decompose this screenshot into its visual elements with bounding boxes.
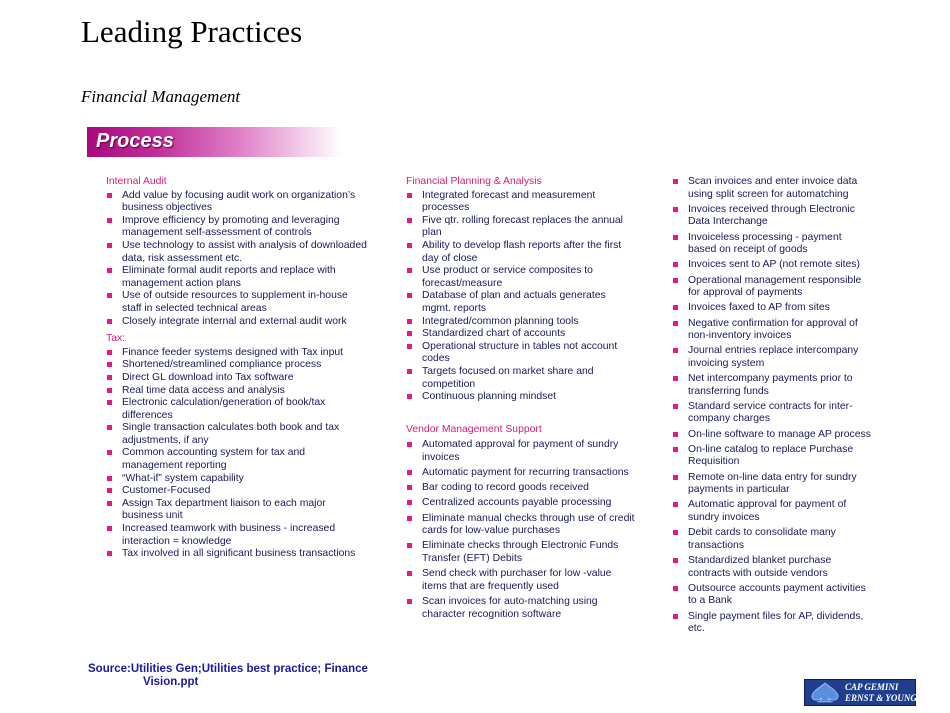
list-item-text: Database of plan and actuals generates mgmt. reports [422, 290, 606, 314]
list-item-text: Invoices sent to AP (not remote sites) [688, 259, 860, 271]
list-item-text: On-line catalog to replace Purchase Requisition [688, 443, 854, 468]
bullet-icon [407, 331, 412, 336]
list-item [406, 366, 636, 391]
bullet-icon [673, 179, 678, 184]
list-item [406, 596, 636, 621]
tax-list [106, 347, 368, 561]
bullet-icon [407, 571, 412, 576]
tax-heading: Tax: [106, 333, 126, 345]
bullet-icon [107, 293, 112, 298]
process-banner-label: Process [96, 130, 174, 152]
list-item-text: Single payment files for AP, dividends, etc. [688, 610, 864, 635]
logo-line-1: CAP GEMINI [845, 682, 899, 692]
list-item [672, 259, 872, 272]
list-item-text: Outsource accounts payment activities to a Bank [688, 582, 866, 607]
process-banner [87, 127, 342, 157]
list-item-text: Automatic payment for recurring transactions [422, 467, 629, 479]
list-item [106, 473, 368, 486]
bullet-icon [407, 218, 412, 223]
list-item [106, 240, 368, 265]
list-item-text: Eliminate checks through Electronic Funds Transfer (EFT) Debits [422, 540, 619, 564]
bullet-icon [407, 516, 412, 521]
column-accounts-payable [672, 176, 872, 638]
bullet-icon [407, 293, 412, 298]
bullet-icon [107, 362, 112, 367]
bullet-icon [673, 348, 678, 353]
company-logo [804, 679, 916, 706]
bullet-icon [107, 488, 112, 493]
list-item-text: Closely integrate internal and external audit work [122, 315, 347, 327]
bullet-icon [107, 375, 112, 380]
list-item [406, 467, 636, 480]
bullet-icon [673, 235, 678, 240]
ap-list [672, 176, 872, 636]
bullet-icon [673, 475, 678, 480]
list-item [106, 290, 368, 315]
bullet-icon [107, 526, 112, 531]
bullet-icon [107, 501, 112, 506]
bullet-icon [107, 388, 112, 393]
bullet-icon [407, 442, 412, 447]
list-item-text: Integrated/common planning tools [422, 315, 579, 327]
list-item [672, 345, 872, 370]
bullet-icon [407, 485, 412, 490]
list-item-text: Bar coding to record goods received [422, 482, 589, 494]
bullet-icon [673, 432, 678, 437]
list-item [106, 422, 368, 447]
bullet-icon [107, 193, 112, 198]
list-item-text: Real time data access and analysis [122, 384, 285, 396]
bullet-icon [407, 268, 412, 273]
list-item [406, 190, 636, 215]
source-note [88, 663, 368, 689]
column-audit-tax [106, 176, 368, 561]
list-item [672, 472, 872, 497]
bullet-icon [107, 551, 112, 556]
bullet-icon [407, 394, 412, 399]
bullet-icon [107, 425, 112, 430]
list-item-text: Automated approval for payment of sundry invoices [422, 439, 619, 463]
bullet-icon [407, 243, 412, 248]
bullet-icon [107, 243, 112, 248]
bullet-icon [673, 502, 678, 507]
list-item [106, 385, 368, 398]
list-item-text: Eliminate formal audit reports and replace with management action plans [122, 265, 336, 289]
list-item-text: Electronic calculation/generation of book/tax differences [122, 397, 326, 421]
list-item-text: Debit cards to consolidate many transactions [688, 527, 836, 551]
list-item [406, 341, 636, 366]
list-item-text: Scan invoices and enter invoice data using split screen for automatching [688, 176, 858, 200]
list-item-text: Use product or service composites to forecast/measure [422, 265, 593, 289]
fpa-list [406, 190, 636, 404]
list-item-text: Single transaction calculates both book and tax adjustments, if any [122, 422, 340, 446]
list-item-text: Shortened/streamlined compliance process [122, 359, 322, 371]
fpa-heading: Financial Planning & Analysis [406, 176, 542, 187]
list-item [406, 240, 636, 265]
list-item-text: Eliminate manual checks through use of credit cards for low-value purchases [422, 512, 635, 537]
bullet-icon [107, 450, 112, 455]
list-item [106, 397, 368, 422]
bullet-icon [673, 262, 678, 267]
list-item-text: Ability to develop flash reports after the first day of close [422, 239, 622, 264]
list-item [672, 444, 872, 469]
list-item [106, 265, 368, 290]
list-item-text: Journal entries replace intercompany invoicing system [688, 345, 859, 369]
bullet-icon [673, 207, 678, 212]
list-item [672, 302, 872, 315]
logo-line-2: ERNST & YOUNG [845, 692, 917, 703]
internal-audit-list [106, 190, 368, 329]
list-item [672, 499, 872, 524]
list-item [406, 540, 636, 565]
list-item-text: “What-if” system capability [122, 472, 244, 484]
list-item-text: Customer-Focused [122, 485, 211, 497]
list-item [106, 347, 368, 360]
bullet-icon [407, 344, 412, 349]
source-line-1: Source:Utilities Gen;Utilities best practice; Finance [88, 663, 368, 675]
bullet-icon [107, 218, 112, 223]
bullet-icon [673, 447, 678, 452]
list-item [406, 497, 636, 510]
list-item-text: Improve efficiency by promoting and leveraging management self-assessment of controls [122, 214, 340, 239]
list-item [106, 498, 368, 523]
list-item-text: Standardized chart of accounts [422, 328, 566, 340]
list-item [406, 439, 636, 464]
list-item-text: Use technology to assist with analysis of downloaded data, risk assessment etc. [122, 239, 367, 264]
column-planning-vendor [406, 176, 636, 624]
list-item [406, 391, 636, 404]
list-item-text: Standard service contracts for inter-company charges [688, 400, 853, 425]
list-item [672, 527, 872, 552]
bullet-icon [107, 400, 112, 405]
list-item [106, 215, 368, 240]
bullet-icon [107, 268, 112, 273]
list-item-text: Integrated forecast and measurement processes [422, 189, 596, 214]
bullet-icon [673, 586, 678, 591]
bullet-icon [407, 369, 412, 374]
bullet-icon [673, 530, 678, 535]
vendor-list [406, 439, 636, 621]
list-item-text: Scan invoices for auto-matching using character recognition software [422, 595, 598, 620]
bullet-icon [673, 278, 678, 283]
list-item-text: Standardized blanket purchase contracts with outside vendors [688, 554, 832, 579]
bullet-icon [407, 599, 412, 604]
list-item [406, 328, 636, 341]
spade-icon [808, 682, 842, 703]
list-item-text: Operational management responsible for approval of payments [688, 274, 862, 299]
list-item-text: Remote on-line data entry for sundry payments in particular [688, 471, 857, 496]
list-item-text: Five qtr. rolling forecast replaces the annual plan [422, 214, 623, 239]
list-item [672, 583, 872, 608]
list-item-text: Operational structure in tables not account codes [422, 340, 618, 365]
list-item-text: Negative confirmation for approval of non-inventory invoices [688, 317, 858, 342]
list-item [406, 513, 636, 538]
slide-subtitle: Financial Management [81, 87, 241, 106]
list-item-text: Invoices faxed to AP from sites [688, 302, 830, 314]
bullet-icon [407, 543, 412, 548]
bullet-icon [407, 193, 412, 198]
list-item [106, 359, 368, 372]
source-line-2: Vision.ppt [143, 676, 199, 688]
list-item [672, 176, 872, 201]
list-item-text: Tax involved in all significant business transactions [122, 548, 356, 560]
bullet-icon [407, 319, 412, 324]
list-item-text: Use of outside resources to supplement in-house staff in selected technical areas [122, 290, 348, 314]
list-item-text: Add value by focusing audit work on organization’s business objectives [122, 189, 356, 214]
bullet-icon [673, 614, 678, 619]
list-item [672, 401, 872, 426]
list-item [672, 232, 872, 257]
list-item-text: Send check with purchaser for low -value items that are frequently used [422, 568, 612, 592]
list-item-text: Continuous planning mindset [422, 391, 557, 403]
bullet-icon [673, 558, 678, 563]
slide-title: Leading Practices [81, 14, 303, 49]
bullet-icon [107, 350, 112, 355]
list-item-text: Invoices received through Electronic Data Interchange [688, 203, 855, 228]
list-item-text: Common accounting system for tax and management reporting [122, 447, 306, 472]
list-item [406, 290, 636, 315]
list-item [106, 316, 368, 329]
list-item [672, 555, 872, 580]
list-item [106, 190, 368, 215]
internal-audit-heading: Internal Audit [106, 176, 167, 187]
list-item [406, 568, 636, 593]
list-item [106, 447, 368, 472]
list-item [406, 316, 636, 329]
list-item [672, 204, 872, 229]
list-item [672, 275, 872, 300]
list-item-text: On-line software to manage AP process [688, 428, 871, 440]
bullet-icon [673, 404, 678, 409]
list-item [106, 548, 368, 561]
bullet-icon [107, 476, 112, 481]
bullet-icon [407, 470, 412, 475]
list-item [106, 523, 368, 548]
vendor-heading: Vendor Management Support [406, 423, 542, 435]
list-item [672, 318, 872, 343]
list-item-text: Finance feeder systems designed with Tax input [122, 346, 344, 358]
list-item [672, 429, 872, 442]
bullet-icon [673, 305, 678, 310]
list-item-text: Invoiceless processing - payment based on receipt of goods [688, 231, 842, 256]
list-item [106, 372, 368, 385]
bullet-icon [673, 376, 678, 381]
list-item-text: Targets focused on market share and competition [422, 365, 594, 390]
list-item [406, 215, 636, 240]
list-item-text: Net intercompany payments prior to transferring funds [688, 373, 853, 397]
list-item-text: Assign Tax department liaison to each major business unit [122, 497, 326, 522]
bullet-icon [107, 319, 112, 324]
list-item [406, 265, 636, 290]
list-item-text: Increased teamwork with business - increased interaction = knowledge [122, 523, 336, 547]
list-item-text: Direct GL download into Tax software [122, 371, 294, 383]
list-item-text: Automatic approval for payment of sundry invoices [688, 499, 847, 523]
list-item [406, 482, 636, 495]
list-item [106, 485, 368, 498]
list-item-text: Centralized accounts payable processing [422, 497, 612, 509]
list-item [672, 611, 872, 636]
bullet-icon [673, 321, 678, 326]
list-item [672, 373, 872, 398]
bullet-icon [407, 500, 412, 505]
